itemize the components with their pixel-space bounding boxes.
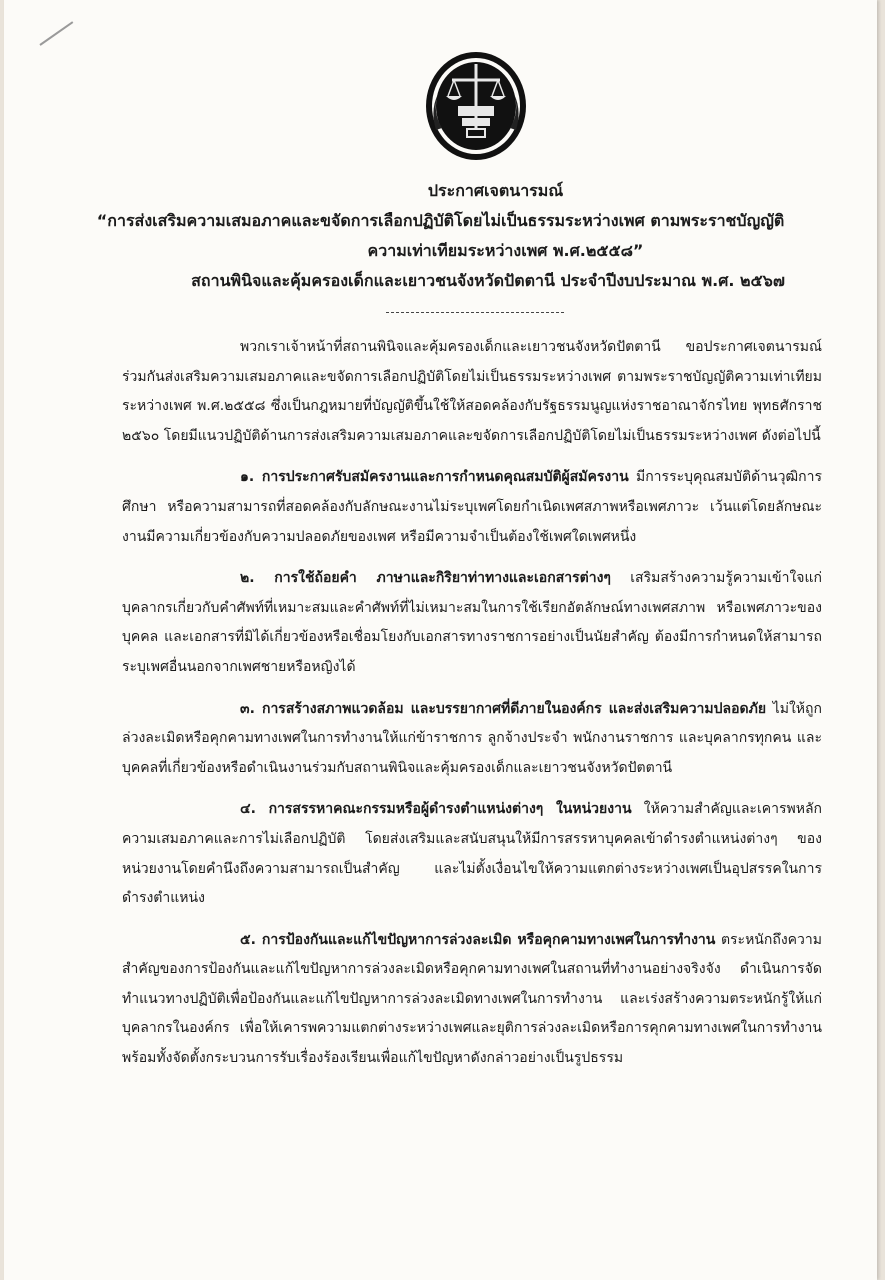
- item-2-text: เสริมสร้างความรู้ความเข้าใจแก่บุคลากรเกี่ยวกับคำศัพท์ที่เหมาะสมและคำศัพท์ที่ไม่เหมาะสมในการใช้เรียกอัตลักษณ์ทางเพศสภาพ หรือเพศภาวะของบุคคล และเอกสารที่มิได้เกี่ยวข้องหรือเชื่อมโยงกับเอกสารทางราชการอย่างเป็นนัยสำคัญ ต้องมีการกำหนดให้สามารถระบุเพศอื่นนอกจากเพศชายหรือหญิงได้: [122, 570, 822, 675]
- item-1-heading: ๑. การประกาศรับสมัครงานและการกำหนดคุณสมบัติผู้สมัครงาน: [240, 469, 629, 486]
- announcement-title: [4, 176, 877, 296]
- document-body: [122, 333, 822, 1086]
- item-3-heading: ๓. การสร้างสภาพแวดล้อม และบรรยากาศที่ดีภายในองค์กร และส่งเสริมความปลอดภัย: [240, 700, 767, 717]
- item-4-text: ให้ความสำคัญและเคารพหลักความเสมอภาคและการไม่เลือกปฏิบัติ โดยส่งเสริมและสนับสนุนให้มีการสรรหาบุคคลเข้าดำรงตำแหน่งต่างๆ ของหน่วยงานโดยคำนึงถึงความสามารถเป็นสำคัญ และไม่ตั้งเงื่อนไขให้ความแตกต่างระหว่างเพศเป็นอุปสรรคในการดำรงตำแหน่ง: [122, 801, 822, 907]
- item-5: [122, 926, 822, 1074]
- item-1-text: มีการระบุคุณสมบัติด้านวุฒิการศึกษา หรือความสามารถที่สอดคล้องกับลักษณะงานไม่ระบุเพศโดยกำเนิดเพศสภาพหรือเพศภาวะ เว้นแต่โดยลักษณะงานมีความเกี่ยวข้องกับความปลอดภัยของเพศ หรือมีความจำเป็นต้องใช้เพศใดเพศหนึ่ง: [122, 469, 822, 545]
- item-5-heading: ๕. การป้องกันและแก้ไขปัญหาการล่วงละเมิด หรือคุกคามทางเพศในการทำงาน: [240, 931, 716, 948]
- court-emblem-icon: [422, 50, 530, 168]
- title-line-4: สถานพินิจและคุ้มครองเด็กและเยาวชนจังหวัดปัตตานี ประจำปีงบประมาณ พ.ศ. ๒๕๖๗: [191, 271, 785, 290]
- item-2: [122, 564, 822, 682]
- item-2-heading: ๒. การใช้ถ้อยคำ ภาษาและกิริยาท่าทางและเอกสารต่างๆ: [240, 570, 611, 587]
- document-page: [4, 0, 877, 1280]
- item-4: [122, 795, 822, 913]
- title-line-2: “การส่งเสริมความเสมอภาคและขจัดการเลือกปฏิบัติโดยไม่เป็นธรรมระหว่างเพศ ตามพระราชบัญญัติ: [96, 211, 785, 230]
- item-1: [122, 463, 822, 552]
- title-line-1: ประกาศเจตนารมณ์: [427, 181, 564, 200]
- item-3: [122, 695, 822, 784]
- intro-paragraph: พวกเราเจ้าหน้าที่สถานพินิจและคุ้มครองเด็กและเยาวชนจังหวัดปัตตานี ขอประกาศเจตนารมณ์ร่วมกันส่งเสริมความเสมอภาคและขจัดการเลือกปฏิบัติโดยไม่เป็นธรรมระหว่างเพศ ตามพระราชบัญญัติความเท่าเทียมระหว่างเพศ พ.ศ.๒๕๕๘ ซึ่งเป็นกฎหมายที่บัญญัติขึ้นใช้ให้สอดคล้องกับรัฐธรรมนูญแห่งราชอาณาจักรไทย พุทธศักราช ๒๕๖๐ โดยมีแนวปฏิบัติด้านการส่งเสริมความเสมอภาคและขจัดการเลือกปฏิบัติโดยไม่เป็นธรรมระหว่างเพศ ดังต่อไปนี้: [122, 339, 822, 444]
- dashed-divider: [386, 312, 564, 313]
- item-3-text: ไม่ให้ถูกล่วงละเมิดหรือคุกคามทางเพศในการทำงานให้แก่ข้าราชการ ลูกจ้างประจำ พนักงานราชการ และบุคลากรทุกคน และบุคคลที่เกี่ยวข้องหรือดำเนินงานร่วมกับสถานพินิจและคุ้มครองเด็กและเยาวชนจังหวัดปัตตานี: [122, 700, 822, 776]
- pen-mark: [39, 21, 73, 46]
- item-5-text: ตระหนักถึงความสำคัญของการป้องกันและแก้ไขปัญหาการล่วงละเมิดหรือคุกคามทางเพศในสถานที่ทำงานอย่างจริงจัง ดำเนินการจัดทำแนวทางปฏิบัติเพื่อป้องกันและแก้ไขปัญหาการล่วงละเมิดทางเพศในการทำงาน และเร่งสร้างความตระหนักรู้ให้แก่บุคลากรในองค์กร เพื่อให้เคารพความแตกต่างระหว่างเพศและยุติการล่วงละเมิดหรือการคุกคามทางเพศในการทำงาน พร้อมทั้งจัดตั้งกระบวนการรับเรื่องร้องเรียนเพื่อแก้ไขปัญหาดังกล่าวอย่างเป็นรูปธรรม: [122, 931, 822, 1067]
- item-4-heading: ๔. การสรรหาคณะกรรมหรือผู้ดำรงตำแหน่งต่างๆ ในหน่วยงาน: [240, 801, 632, 818]
- title-line-3: ความเท่าเทียมระหว่างเพศ พ.ศ.๒๕๕๘”: [367, 241, 644, 260]
